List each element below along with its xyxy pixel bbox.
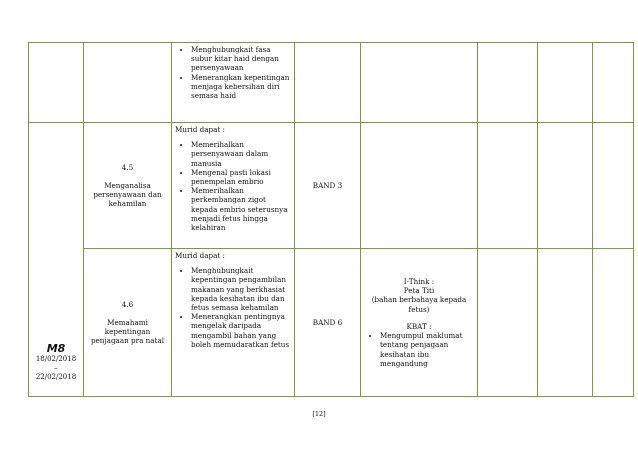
ithink-detail: (bahan berbahaya kepada fetus) <box>371 295 467 314</box>
objectives-lead: Murid dapat : <box>175 125 225 134</box>
empty-cell <box>478 249 538 397</box>
standard-title: Menganalisa persenyawaan dan kehamilan <box>93 180 162 209</box>
objectives-list <box>175 140 291 232</box>
date-to: 22/02/2018 <box>35 373 77 381</box>
empty-cell <box>478 43 538 123</box>
empty-cell <box>593 123 634 249</box>
page-number: [12] <box>312 410 326 418</box>
empty-cell <box>593 43 634 123</box>
standard-number: 4.5 <box>121 162 134 172</box>
standard-title: Memahami kepentingan penjagaan pra natal <box>90 317 165 346</box>
empty-cell <box>538 249 593 397</box>
standard-cell <box>84 123 172 249</box>
ithink-map: Peta Titi <box>403 286 435 296</box>
kbat-title: KBAT : <box>406 321 432 331</box>
notes-cell <box>361 249 478 397</box>
date-from: 18/02/2018 <box>35 355 77 363</box>
week-label: M8 <box>46 342 66 355</box>
standard-cell <box>84 249 172 397</box>
objectives-lead: Murid dapat : <box>175 251 225 260</box>
objectives-cell <box>172 43 295 123</box>
empty-cell <box>478 123 538 249</box>
standard-cell <box>84 43 172 123</box>
table-row <box>29 123 634 249</box>
objectives-list <box>175 45 291 100</box>
empty-cell <box>538 123 593 249</box>
objectives-cell <box>172 123 295 249</box>
band-cell <box>295 43 361 123</box>
kbat-list <box>364 331 474 368</box>
objectives-cell <box>172 249 295 397</box>
standard-number: 4.6 <box>121 299 134 309</box>
list-item: • Menghubungkait fasa subur kitar haid dengan persenyawaan <box>191 45 291 73</box>
list-item: • Menerangkan kepentingan menjaga kebersihan diri semasa haid <box>191 73 291 101</box>
objectives-list <box>175 266 291 349</box>
empty-cell <box>593 249 634 397</box>
list-item: • Menerangkan pentingnya mengelak daripada mengambil bahan yang boleh memudaratkan fetus <box>191 312 291 349</box>
empty-cell <box>538 43 593 123</box>
list-item: • Memerihalkan perkembangan zigot kepada embrio seterusnya menjadi fetus hingga kelahiran <box>191 186 291 232</box>
band-cell: BAND 6 <box>295 249 361 397</box>
table-row <box>29 43 634 123</box>
lesson-plan-table <box>28 42 634 397</box>
band-cell: BAND 3 <box>295 123 361 249</box>
notes-cell <box>361 123 478 249</box>
date-separator: – <box>54 364 58 372</box>
list-item: • Memerihalkan persenyawaan dalam manusia <box>191 140 291 168</box>
ithink-title: I-Think : <box>403 277 435 287</box>
list-item: • Menghubungkait kepentingan pengambilan makanan yang berkhasiat kepada kesihatan ibu dan fetus semasa kehamilan <box>191 266 291 312</box>
list-item: • Mengumpul maklumat tentang penjagaan kesihatan ibu mengandung <box>380 331 474 368</box>
list-item: • Mengenal pasti lokasi penempelan embrio <box>191 168 291 186</box>
week-cell <box>29 123 84 397</box>
week-cell-top <box>29 43 84 123</box>
notes-cell <box>361 43 478 123</box>
table-row <box>29 249 634 397</box>
